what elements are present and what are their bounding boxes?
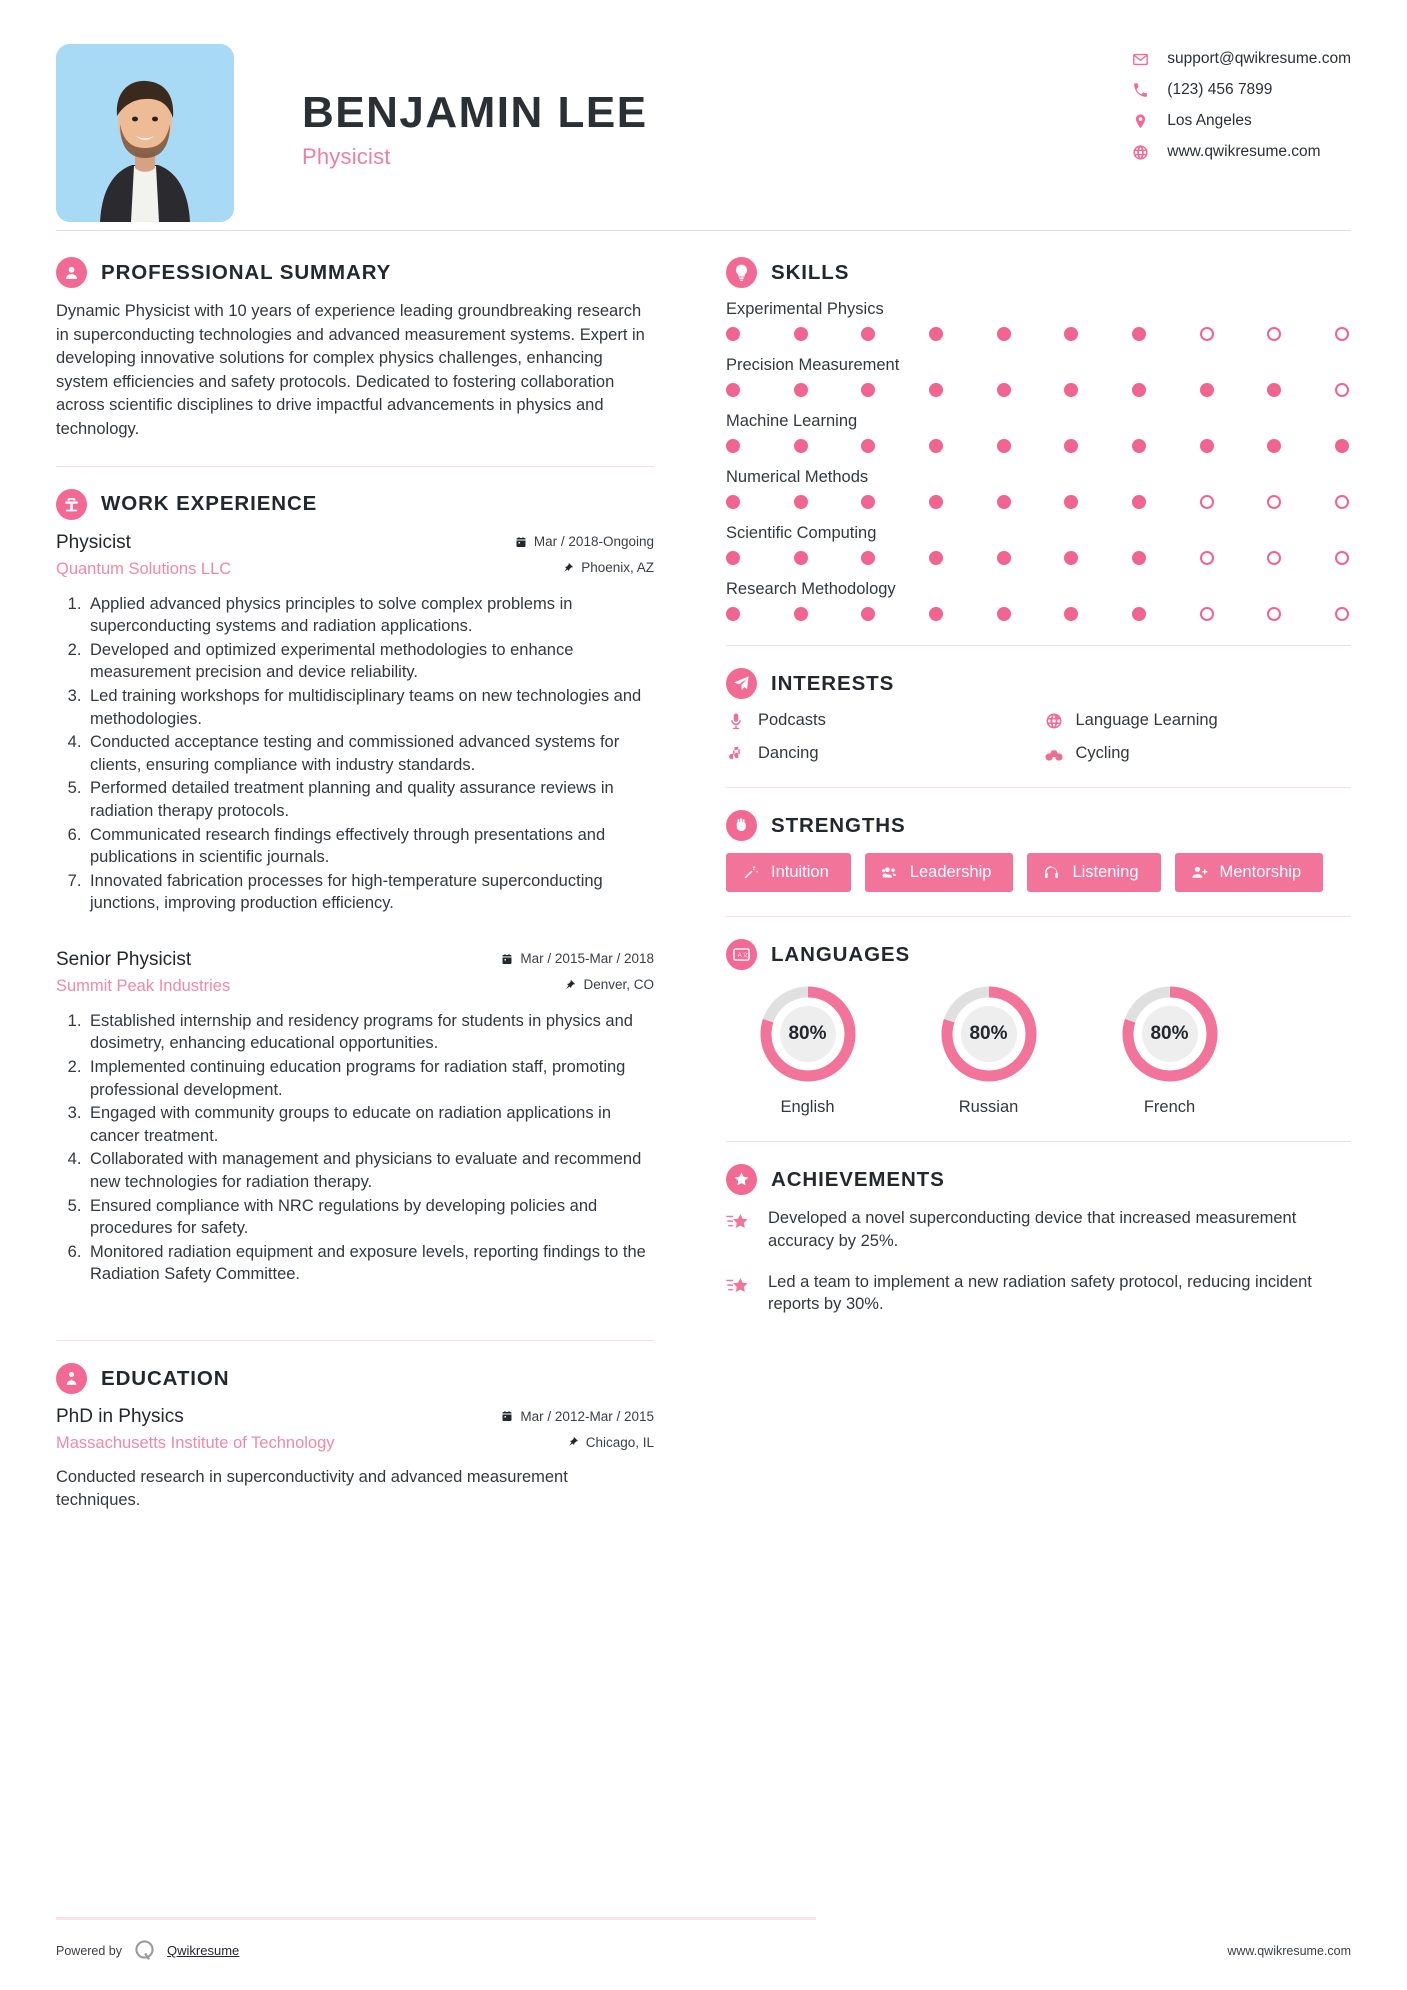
divider — [56, 1340, 654, 1341]
skill-rating — [726, 495, 1351, 509]
section-professional-summary — [56, 257, 654, 442]
achievement-text: Led a team to implement a new radiation safety protocol, reducing incident reports by 30%. — [768, 1272, 1312, 1314]
candidate-role: Physicist — [302, 144, 391, 170]
education-school: Massachusetts Institute of Technology — [56, 1434, 335, 1452]
map-pin-icon — [1131, 112, 1149, 130]
powered-by-label: Powered by — [56, 1943, 123, 1958]
lightbulb-icon — [726, 257, 757, 288]
rating-dot-filled — [929, 551, 943, 565]
education-degree: PhD in Physics — [56, 1406, 184, 1427]
experience-title: WORK EXPERIENCE — [101, 492, 318, 516]
powered-by — [56, 1938, 239, 1963]
section-work-experience — [56, 489, 654, 1286]
contact-phone-value: (123) 456 7899 — [1167, 81, 1273, 98]
star-badge-icon — [726, 1164, 757, 1195]
briefcase-icon — [56, 489, 87, 520]
strength-chip-mentorship[interactable] — [1175, 853, 1324, 892]
education-title: EDUCATION — [101, 1366, 230, 1390]
skill-label: Research Methodology — [726, 580, 896, 598]
rating-dot-filled — [794, 383, 808, 397]
job-location-value: Phoenix, AZ — [581, 560, 654, 576]
rating-dot-filled — [929, 607, 943, 621]
section-education — [56, 1363, 654, 1513]
education-location-value: Chicago, IL — [585, 1434, 654, 1450]
divider — [726, 916, 1351, 917]
experience-heading — [56, 489, 654, 520]
rating-dot-filled — [1132, 551, 1146, 565]
languages-list — [726, 982, 1351, 1117]
achievement-item — [726, 1207, 1351, 1253]
rating-dot-filled — [794, 551, 808, 565]
section-interests — [726, 668, 1351, 763]
resume-body — [56, 231, 1351, 1513]
strengths-heading — [726, 810, 1351, 841]
job-bullets — [56, 1010, 654, 1286]
strength-label: Mentorship — [1219, 863, 1302, 881]
music-note-icon — [726, 745, 746, 763]
envelope-icon — [1131, 50, 1149, 68]
bicycle-icon — [1044, 745, 1064, 763]
rating-dot-empty — [1200, 551, 1214, 565]
skill-label: Experimental Physics — [726, 300, 884, 318]
interests-heading — [726, 668, 1351, 699]
skill-rating — [726, 327, 1351, 341]
rating-dot-filled — [726, 327, 740, 341]
rating-dot-filled — [1064, 495, 1078, 509]
interests-grid — [726, 711, 1351, 763]
achievement-text: Developed a novel superconducting device that increased measurement accuracy by 25%. — [768, 1209, 1297, 1250]
job-bullet: 3. Led training workshops for multidisciplinary teams on new technologies and methodologies. — [86, 685, 654, 730]
rating-dot-empty — [1267, 495, 1281, 509]
contact-location[interactable] — [1131, 112, 1251, 130]
section-achievements — [726, 1164, 1351, 1316]
language-percent: 80% — [1150, 1023, 1189, 1044]
job-title: Physicist — [56, 531, 131, 553]
resume-header — [56, 0, 1351, 230]
achievement-item — [726, 1271, 1351, 1317]
phone-icon — [1131, 81, 1149, 99]
resume-footer — [56, 1938, 1351, 1963]
rating-dot-filled — [861, 495, 875, 509]
job-bullet: 2. Developed and optimized experimental methodologies to enhance measurement precision and device reliability. — [86, 639, 654, 684]
language-label: Russian — [958, 1098, 1019, 1116]
column-gap — [664, 257, 726, 1513]
job-bullet: 1. Applied advanced physics principles to solve complex problems in superconducting systems and radiation applications. — [86, 593, 654, 638]
rating-dot-filled — [861, 327, 875, 341]
summary-text: Dynamic Physicist with 10 years of experience leading groundbreaking research in superconducting technologies and advanced measurement systems. Expert in developing innovative solutions for complex physics challenges, enhancing system efficiencies and safety protocols. Dedicated to fostering collaboration across scientific disciplines to drive impactful advancements in physics and technology. — [56, 302, 645, 438]
footer-website: www.qwikresume.com — [1227, 1943, 1351, 1958]
paper-plane-icon — [726, 668, 757, 699]
education-location — [567, 1435, 654, 1450]
skill-item — [726, 300, 1351, 341]
rating-dot-empty — [1267, 551, 1281, 565]
left-column — [56, 257, 664, 1513]
strength-chip-intuition[interactable] — [726, 853, 851, 892]
rating-dot-filled — [1267, 439, 1281, 453]
job-location-value: Denver, CO — [583, 977, 654, 993]
rating-dot-filled — [1064, 327, 1078, 341]
avatar — [56, 44, 234, 222]
education-dates-value: Mar / 2012-Mar / 2015 — [520, 1408, 654, 1424]
candidate-name: BENJAMIN LEE — [302, 88, 648, 137]
rating-dot-filled — [726, 383, 740, 397]
graduation-icon — [56, 1363, 87, 1394]
strength-chip-listening[interactable] — [1027, 853, 1160, 892]
achievements-title: ACHIEVEMENTS — [771, 1167, 945, 1191]
strength-label: Listening — [1072, 863, 1139, 881]
calendar-icon — [501, 953, 513, 965]
name-block — [234, 44, 648, 170]
rating-dot-filled — [997, 439, 1011, 453]
interest-item — [726, 744, 1034, 763]
rating-dot-empty — [1335, 551, 1349, 565]
job-location — [562, 560, 654, 575]
language-item — [726, 982, 889, 1117]
rating-dot-filled — [794, 327, 808, 341]
skill-rating — [726, 439, 1351, 453]
user-plus-icon — [1191, 864, 1208, 881]
rating-dot-filled — [794, 495, 808, 509]
strength-label: Leadership — [909, 863, 992, 881]
rating-dot-empty — [1335, 327, 1349, 341]
language-label: English — [780, 1098, 835, 1116]
rating-dot-filled — [1064, 439, 1078, 453]
strength-chip-leadership[interactable] — [865, 853, 1014, 892]
contact-phone[interactable] — [1131, 81, 1272, 99]
job-title: Senior Physicist — [56, 948, 192, 970]
summary-heading — [56, 257, 654, 288]
skill-item — [726, 524, 1351, 565]
rating-dot-filled — [861, 607, 875, 621]
section-skills — [726, 257, 1351, 621]
languages-title: LANGUAGES — [771, 942, 911, 966]
experience-item — [56, 949, 654, 1286]
language-donut — [1118, 982, 1222, 1086]
rating-dot-filled — [929, 327, 943, 341]
rating-dot-filled — [726, 495, 740, 509]
rating-dot-filled — [1064, 551, 1078, 565]
contact-website-value: www.qwikresume.com — [1167, 143, 1321, 160]
rating-dot-empty — [1335, 607, 1349, 621]
rating-dot-filled — [1132, 327, 1146, 341]
pin-icon — [562, 562, 574, 574]
qwikresume-logo-icon — [132, 1938, 157, 1963]
language-percent: 80% — [788, 1023, 827, 1044]
qwikresume-link[interactable]: Qwikresume — [167, 1943, 240, 1958]
skill-label: Numerical Methods — [726, 468, 869, 486]
job-bullet: 5. Ensured compliance with NRC regulations by developing policies and procedures for safety. — [86, 1195, 654, 1240]
translate-icon — [726, 939, 757, 970]
interest-item — [726, 711, 1034, 730]
skill-rating — [726, 607, 1351, 621]
language-donut — [937, 982, 1041, 1086]
job-bullet: 4. Collaborated with management and physicians to evaluate and recommend new technologies for radiation therapy. — [86, 1148, 654, 1193]
job-dates — [515, 534, 654, 549]
language-item — [907, 982, 1070, 1117]
job-dates-value: Mar / 2015-Mar / 2018 — [520, 951, 654, 967]
rating-dot-filled — [1132, 439, 1146, 453]
job-location — [564, 977, 654, 992]
interest-label: Dancing — [758, 744, 819, 762]
job-bullet: 7. Innovated fabrication processes for high-temperature superconducting junctions, improving production efficiency. — [86, 870, 654, 915]
language-percent: 80% — [969, 1023, 1008, 1044]
calendar-icon — [501, 1410, 513, 1422]
contact-location-value: Los Angeles — [1167, 112, 1252, 129]
skill-rating — [726, 551, 1351, 565]
interest-item — [1044, 744, 1352, 763]
rating-dot-filled — [794, 607, 808, 621]
interest-label: Podcasts — [758, 711, 826, 729]
rating-dot-filled — [1132, 607, 1146, 621]
rating-dot-filled — [997, 551, 1011, 565]
language-label: French — [1143, 1098, 1196, 1116]
calendar-icon — [515, 536, 527, 548]
rating-dot-filled — [861, 439, 875, 453]
job-subheader — [56, 560, 654, 579]
interest-item — [1044, 711, 1352, 730]
rating-dot-filled — [1200, 383, 1214, 397]
rating-dot-empty — [1200, 607, 1214, 621]
rating-dot-filled — [997, 607, 1011, 621]
section-strengths — [726, 810, 1351, 892]
user-circle-icon — [56, 257, 87, 288]
rating-dot-filled — [929, 383, 943, 397]
interests-title: INTERESTS — [771, 671, 895, 695]
skill-label: Machine Learning — [726, 412, 858, 430]
skill-item — [726, 356, 1351, 397]
job-company: Summit Peak Industries — [56, 976, 231, 995]
rating-dot-filled — [929, 439, 943, 453]
skill-label: Scientific Computing — [726, 524, 877, 542]
rating-dot-empty — [1267, 607, 1281, 621]
headphones-icon — [1043, 864, 1060, 881]
rating-dot-filled — [1064, 383, 1078, 397]
svg-text:A: A — [737, 952, 742, 959]
education-header — [56, 1406, 654, 1428]
footer-divider — [56, 1917, 816, 1920]
rating-dot-empty — [1335, 383, 1349, 397]
rating-dot-filled — [1064, 607, 1078, 621]
strength-label: Intuition — [771, 863, 829, 881]
rating-dot-empty — [1200, 495, 1214, 509]
interest-label: Language Learning — [1075, 711, 1218, 729]
skills-heading — [726, 257, 1351, 288]
svg-text:文: 文 — [742, 952, 749, 959]
job-bullet: 6. Monitored radiation equipment and exposure levels, reporting findings to the Radiation Safety Committee. — [86, 1241, 654, 1286]
rating-dot-filled — [1132, 495, 1146, 509]
rating-dot-filled — [997, 383, 1011, 397]
skill-item — [726, 468, 1351, 509]
rating-dot-filled — [1267, 383, 1281, 397]
contact-email[interactable] — [1131, 50, 1351, 68]
rating-dot-empty — [1200, 327, 1214, 341]
interest-label: Cycling — [1075, 744, 1130, 762]
language-donut — [756, 982, 860, 1086]
pin-icon — [567, 1436, 579, 1448]
job-subheader — [56, 977, 654, 996]
magic-wand-icon — [742, 864, 759, 881]
section-languages — [726, 939, 1351, 1117]
right-column — [726, 257, 1351, 1513]
skills-title: SKILLS — [771, 260, 850, 284]
contact-email-value: support@qwikresume.com — [1167, 50, 1351, 67]
rating-dot-filled — [861, 383, 875, 397]
education-description: Conducted research in superconductivity and advanced measurement techniques. — [56, 1468, 568, 1510]
rating-dot-filled — [726, 607, 740, 621]
education-subheader — [56, 1434, 654, 1453]
skill-item — [726, 580, 1351, 621]
strengths-title: STRENGTHS — [771, 813, 906, 837]
skill-label: Precision Measurement — [726, 356, 900, 374]
divider — [726, 787, 1351, 788]
job-bullet: 6. Communicated research findings effectively through presentations and publications in scientific journals. — [86, 824, 654, 869]
rating-dot-empty — [1335, 495, 1349, 509]
job-bullet: 1. Established internship and residency programs for students in physics and dosimetry, enhancing educational opportunities. — [86, 1010, 654, 1055]
job-bullet: 3. Engaged with community groups to educate on radiation applications in cancer treatment. — [86, 1102, 654, 1147]
rating-dot-filled — [1335, 439, 1349, 453]
rating-dot-filled — [1132, 383, 1146, 397]
job-header — [56, 949, 654, 971]
skill-item — [726, 412, 1351, 453]
strengths-chips — [726, 853, 1351, 892]
job-bullet: 2. Implemented continuing education programs for radiation staff, promoting professional development. — [86, 1056, 654, 1101]
divider — [56, 466, 654, 467]
languages-heading — [726, 939, 1351, 970]
education-heading — [56, 1363, 654, 1394]
divider — [726, 1141, 1351, 1142]
skills-list — [726, 300, 1351, 621]
microphone-icon — [726, 712, 746, 730]
language-item — [1088, 982, 1251, 1117]
job-company: Quantum Solutions LLC — [56, 559, 232, 578]
education-item — [56, 1406, 654, 1513]
summary-title: PROFESSIONAL SUMMARY — [101, 260, 392, 284]
rating-dot-filled — [861, 551, 875, 565]
rating-dot-filled — [997, 327, 1011, 341]
rating-dot-filled — [726, 551, 740, 565]
achievements-heading — [726, 1164, 1351, 1195]
experience-item — [56, 532, 654, 915]
rating-dot-filled — [1200, 439, 1214, 453]
rating-dot-empty — [1267, 327, 1281, 341]
pin-icon — [564, 979, 576, 991]
fist-icon — [726, 810, 757, 841]
job-bullet: 4. Conducted acceptance testing and commissioned advanced systems for clients, ensuring compliance with industry standards. — [86, 731, 654, 776]
job-header — [56, 532, 654, 554]
contact-website[interactable] — [1131, 143, 1320, 161]
skill-rating — [726, 383, 1351, 397]
rating-dot-filled — [726, 439, 740, 453]
rating-dot-filled — [794, 439, 808, 453]
job-bullet: 5. Performed detailed treatment planning and quality assurance reviews in radiation therapy protocols. — [86, 777, 654, 822]
profile-photo — [56, 44, 234, 222]
education-dates — [501, 1409, 654, 1424]
globe-icon — [1131, 143, 1149, 161]
divider — [726, 645, 1351, 646]
shooting-star-icon — [726, 1207, 752, 1233]
job-dates-value: Mar / 2018-Ongoing — [533, 534, 654, 550]
users-icon — [881, 864, 898, 881]
job-bullets — [56, 593, 654, 915]
rating-dot-filled — [997, 495, 1011, 509]
rating-dot-filled — [929, 495, 943, 509]
job-dates — [501, 951, 654, 966]
globe-icon — [1044, 712, 1064, 730]
contact-list — [1131, 44, 1351, 161]
shooting-star-icon — [726, 1271, 752, 1297]
